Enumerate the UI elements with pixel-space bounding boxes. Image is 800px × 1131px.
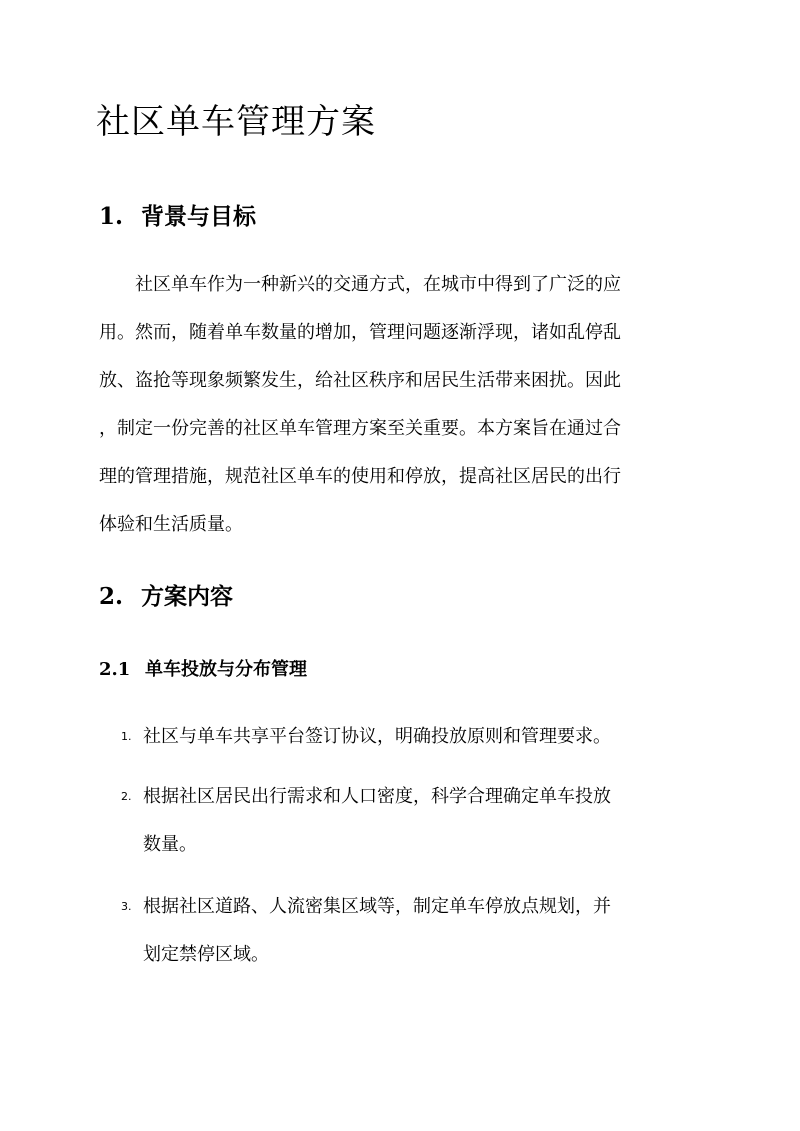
list-item-line: 划定禁停区域。 <box>143 944 269 965</box>
section-1-number: 1. <box>99 203 124 230</box>
list-item-line: 根据社区道路、人流密集区域等，制定单车停放点规划，并 <box>143 896 611 917</box>
subsection-2-1-number: 2.1 <box>99 659 131 680</box>
paragraph-line: 社区单车作为一种新兴的交通方式，在城市中得到了广泛的应 <box>135 274 621 295</box>
paragraph-line: 用。然而，随着单车数量的增加，管理问题逐渐浮现，诸如乱停乱 <box>99 322 621 343</box>
paragraph-line: 体验和生活质量。 <box>99 514 243 535</box>
section-2-heading <box>99 578 233 611</box>
list-item-line: 社区与单车共享平台签订协议，明确投放原则和管理要求。 <box>143 726 611 747</box>
paragraph-line: 放、盗抢等现象频繁发生，给社区秩序和居民生活带来困扰。因此 <box>99 370 621 391</box>
paragraph-line: 理的管理措施，规范社区单车的使用和停放，提高社区居民的出行 <box>99 466 621 487</box>
subsection-2-1-title: 单车投放与分布管理 <box>145 659 307 680</box>
section-1-heading <box>99 198 256 231</box>
section-2-number: 2. <box>99 583 124 610</box>
paragraph-line: ，制定一份完善的社区单车管理方案至关重要。本方案旨在通过合 <box>99 418 621 439</box>
list-item-number: 2. <box>121 790 132 803</box>
section-2-title: 方案内容 <box>141 583 233 610</box>
subsection-2-1-heading <box>99 655 307 681</box>
list-item-line: 根据社区居民出行需求和人口密度，科学合理确定单车投放 <box>143 786 611 807</box>
list-item-number: 3. <box>121 900 132 913</box>
document-title: 社区单车管理方案 <box>96 102 376 142</box>
list-item-line: 数量。 <box>143 834 197 855</box>
list-item-number: 1. <box>121 730 132 743</box>
section-1-title: 背景与目标 <box>141 203 256 230</box>
